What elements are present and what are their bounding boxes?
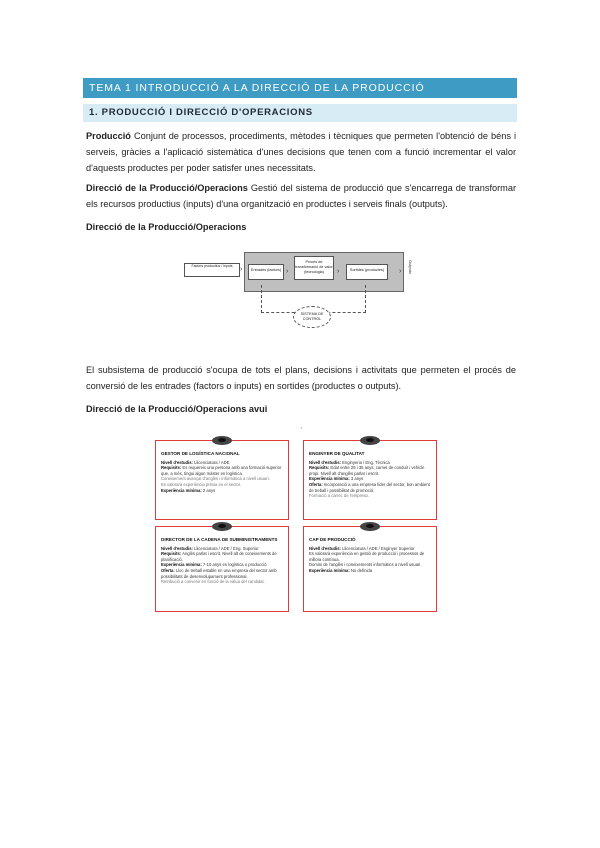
production-diagram xyxy=(176,250,426,340)
diagram-outputs-box: Sortides (productes) xyxy=(346,264,388,280)
job-card-line: Es valorarà experiència prèvia en el sector. xyxy=(161,481,242,487)
pin-icon xyxy=(360,522,380,531)
job-card-line: Domini de l'anglès i coneixements informàtics a nivell usuari. xyxy=(309,562,422,568)
job-card-line: Nivell d'estudis: Enginyeria / Eng. Tècnica xyxy=(309,459,390,465)
job-card-title: CAP DE PRODUCCIÓ xyxy=(309,537,356,542)
job-card-line: Requisits: Es requereix una persona amb una formació superior que, a més, tingui algun màster en logística. xyxy=(161,465,282,476)
arrow-right-icon: › xyxy=(399,268,402,275)
control-system-ellipse: SISTEMA DE CONTROL xyxy=(293,306,331,328)
diagram-output-label: Outputs xyxy=(408,260,413,275)
job-card-line: Es valorarà experiència en gestió de producció i processos de millora contínua. xyxy=(309,551,425,562)
job-card-produccio xyxy=(303,526,437,612)
job-card-line: Experiència mínima: 2 anys xyxy=(161,487,216,493)
diagram-label: Direcció de la Producció/Operacions xyxy=(86,222,247,232)
term-direccio: Direcció de la Producció/Operacions xyxy=(86,183,248,193)
arrow-right-icon: › xyxy=(240,266,243,273)
stray-mark: ' xyxy=(301,427,302,433)
job-card-line: Nivell d'estudis: Llicenciatura / ADE xyxy=(161,459,230,465)
diagram-process-box: Procés de transformació de valor (tecnologia) xyxy=(294,256,334,280)
pin-icon xyxy=(360,436,380,445)
pin-icon xyxy=(212,436,232,445)
job-card-line: Experiència mínima: 3 anys xyxy=(309,476,364,482)
job-card-line: Coneixement avançat d'anglès i informàtica a nivell usuari. xyxy=(161,476,270,482)
job-card-title: GESTOR DE LOGÍSTICA NACIONAL xyxy=(161,451,240,456)
chapter-title: TEMA 1 INTRODUCCIÓ A LA DIRECCIÓ DE LA PRODUCCIÓ xyxy=(83,78,517,98)
section-title: 1. PRODUCCIÓ I DIRECCIÓ D'OPERACIONS xyxy=(83,104,517,122)
definition-produccio: Conjunt de processos, procediments, mètodes i tècniques que permeten l'obtenció de béns i serveis, gràcies a l'aplicació sistemàtica d'unes decisions que tenen com a funció incrementar el valor d'aquests productes per poder satisfer unes necessitats. xyxy=(86,131,516,173)
pin-icon xyxy=(212,522,232,531)
diagram-inputs-box: Entrades (factors) xyxy=(248,264,284,280)
definition-direccio: Gestió del sistema de producció que s'encarrega de transformar els recursos productius (inputs) d'una organització en productes i serveis finals (outputs). xyxy=(86,183,516,209)
cards-label: Direcció de la Producció/Operacions avui xyxy=(86,404,268,414)
job-card-line: Requisits: Edat entre 25 i 35 anys, carnet de conduir i vehicle propi. Nivell alt d'anglès parlat i escrit. xyxy=(309,465,425,476)
job-card-qualitat xyxy=(303,440,437,520)
job-card-subministraments xyxy=(155,526,289,612)
paragraph-subsistema: El subsistema de producció s'ocupa de tots el plans, decisions i activitats que permeten el procés de conversió de les entrades (factors o inputs) en sortides (productes o outputs). xyxy=(86,365,516,391)
job-card-line: Nivell d'estudis: Llicenciatura / ADE / Enginyer Superior xyxy=(309,545,415,551)
arrow-right-icon: › xyxy=(337,268,340,275)
job-card-logistica xyxy=(155,440,289,520)
arrow-right-icon: › xyxy=(286,268,289,275)
diagram-input-box: Factors productius / inputs xyxy=(184,263,240,277)
job-card-line: Nivell d'estudis: Llicenciatura / ADE / Eng. Superior xyxy=(161,545,259,551)
term-produccio: Producció xyxy=(86,131,131,141)
job-card-line: Formació a càrrec de l'empresa. xyxy=(309,493,369,499)
paragraph-produccio xyxy=(86,128,516,176)
job-card-line: Retribució a convenir en funció de la vàlua del candidat. xyxy=(161,579,265,585)
job-card-line: Oferta: Lloc de treball estable en una empresa del sector amb possibilitats de desenvolupament professional. xyxy=(161,567,277,579)
job-card-line: Experiència mínima: 7-10 anys en logística o producció xyxy=(161,562,267,568)
job-card-line: Oferta: Incorporació a una empresa líder del sector, bon ambient de treball i possibilitat de promoció. xyxy=(309,481,430,493)
job-card-line: Experiència mínima: No definida xyxy=(309,567,373,573)
job-card-line: Requisits: Anglès parlat i escrit. Nivell alt de coneixements de planificació. xyxy=(161,551,277,562)
paragraph-direccio xyxy=(86,180,516,212)
job-card-title: ENGINYER DE QUALITAT xyxy=(309,451,365,456)
job-card-title: DIRECTOR DE LA CADENA DE SUBMINISTRAMENTS xyxy=(161,537,278,542)
